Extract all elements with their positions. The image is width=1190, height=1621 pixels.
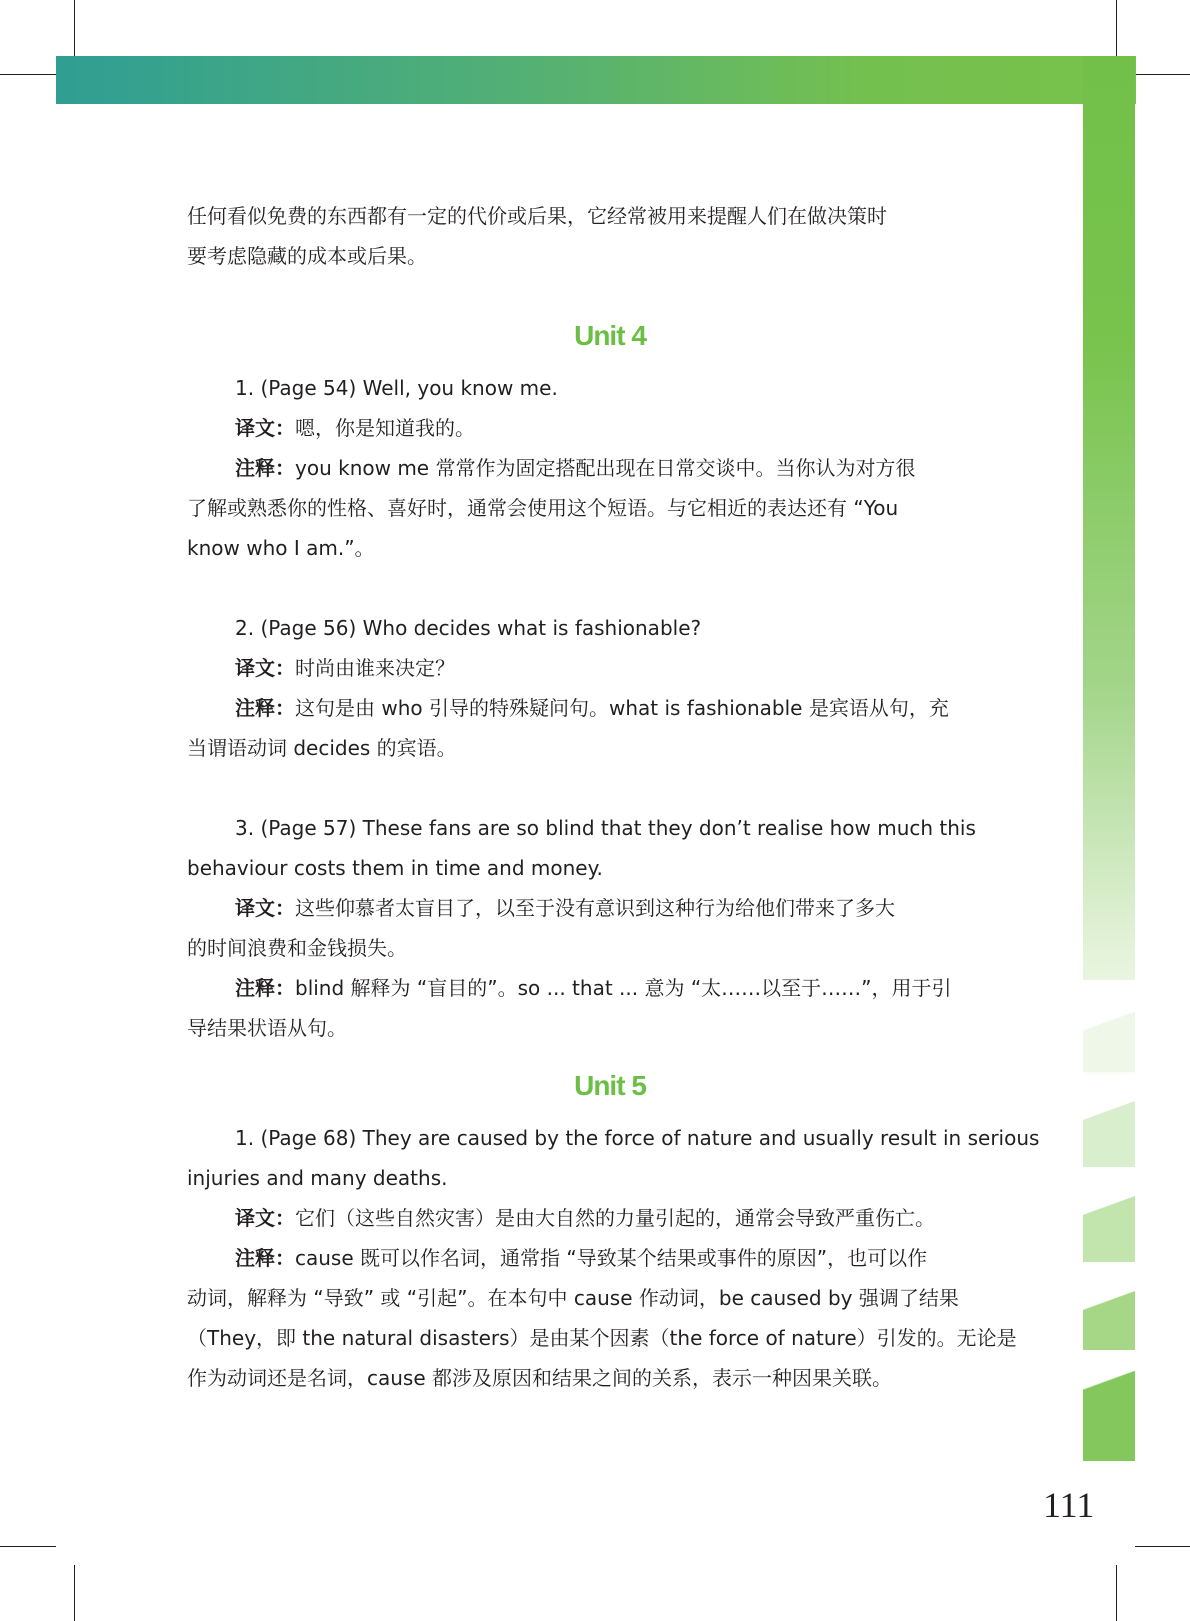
unit-4-title: Unit 4 (574, 320, 646, 351)
crop-mark (1116, 1565, 1117, 1621)
note-label: 注释： (235, 456, 295, 480)
note-text: you know me 常常作为固定搭配出现在日常交谈中。当你认为对方很 (295, 456, 916, 480)
page-number: 111 (1043, 1485, 1095, 1525)
translation-label: 译文： (235, 1206, 295, 1230)
unit-5-title: Unit 5 (574, 1070, 646, 1101)
page-content (187, 196, 1040, 1398)
translation-label: 译文： (235, 656, 295, 680)
crop-mark (74, 0, 75, 56)
unit5-item1-sentence: 1. (Page 68) They are caused by the force of nature and usually result in serious (235, 1126, 1040, 1150)
translation-continuation: 的时间浪费和金钱损失。 (187, 936, 407, 960)
translation-text: 它们（这些自然灾害）是由大自然的力量引起的，通常会导致严重伤亡。 (295, 1206, 935, 1230)
note-continuation: 作为动词还是名词，cause 都涉及原因和结果之间的关系，表示一种因果关联。 (187, 1366, 893, 1390)
note-continuation: 导结果状语从句。 (187, 1016, 347, 1040)
crop-mark (0, 74, 56, 75)
note-label: 注释： (235, 976, 295, 1000)
note-continuation: （They，即 the natural disasters）是由某个因素（the force of nature）引发的。无论是 (187, 1326, 1017, 1350)
unit4-item3-translation (187, 888, 1033, 928)
side-stripe (1083, 1265, 1135, 1357)
note-text: 这句是由 who 引导的特殊疑问句。what is fashionable 是宾语从句，充 (295, 696, 949, 720)
unit4-item1-note (187, 448, 1033, 488)
unit4-item3-sentence: 3. (Page 57) These fans are so blind that they don’t realise how much this (235, 816, 976, 840)
translation-text: 时尚由谁来决定？ (295, 656, 455, 680)
note-label: 注释： (235, 1246, 295, 1270)
side-stripe (1083, 980, 1135, 1072)
side-stripe (1083, 1075, 1135, 1167)
unit5-item1-note (187, 1238, 1033, 1278)
header-color-bar (56, 56, 1136, 104)
translation-label: 译文： (235, 896, 295, 920)
translation-text: 嗯，你是知道我的。 (295, 416, 475, 440)
unit4-item3-note (187, 968, 1033, 1008)
translation-label: 译文： (235, 416, 295, 440)
intro-line: 要考虑隐藏的成本或后果。 (187, 244, 427, 268)
note-label: 注释： (235, 696, 295, 720)
unit5-item1-translation (187, 1198, 1033, 1238)
note-text: blind 解释为 “盲目的”。so ... that ... 意为 “太……以至于……”，用于引 (295, 976, 952, 1000)
note-continuation: know who I am.”。 (187, 536, 375, 560)
crop-mark (0, 1546, 56, 1547)
unit4-item2-translation (187, 648, 1033, 688)
crop-mark (1135, 1546, 1190, 1547)
note-continuation: 当谓语动词 decides 的宾语。 (187, 736, 457, 760)
note-continuation: 动词，解释为 “导致” 或 “引起”。在本句中 cause 作动词，be caused by 强调了结果 (187, 1286, 959, 1310)
crop-mark (1135, 74, 1190, 75)
unit4-item1-translation (187, 408, 1033, 448)
side-stripe (1083, 1350, 1135, 1461)
side-stripe (1083, 1170, 1135, 1262)
note-text: cause 既可以作名词，通常指 “导致某个结果或事件的原因”，也可以作 (295, 1246, 928, 1270)
intro-line: 任何看似免费的东西都有一定的代价或后果，它经常被用来提醒人们在做决策时 (187, 204, 887, 228)
unit4-item2-note (187, 688, 1033, 728)
unit4-item1-sentence: 1. (Page 54) Well, you know me. (235, 376, 558, 400)
crop-mark (74, 1565, 75, 1621)
translation-text: 这些仰慕者太盲目了，以至于没有意识到这种行为给他们带来了多大 (295, 896, 895, 920)
note-continuation: 了解或熟悉你的性格、喜好时，通常会使用这个短语。与它相近的表达还有 “You (187, 496, 899, 520)
sentence-continuation: behaviour costs them in time and money. (187, 856, 603, 880)
sentence-continuation: injuries and many deaths. (187, 1166, 448, 1190)
unit4-item2-sentence: 2. (Page 56) Who decides what is fashionable? (235, 616, 702, 640)
crop-mark (1116, 0, 1117, 56)
